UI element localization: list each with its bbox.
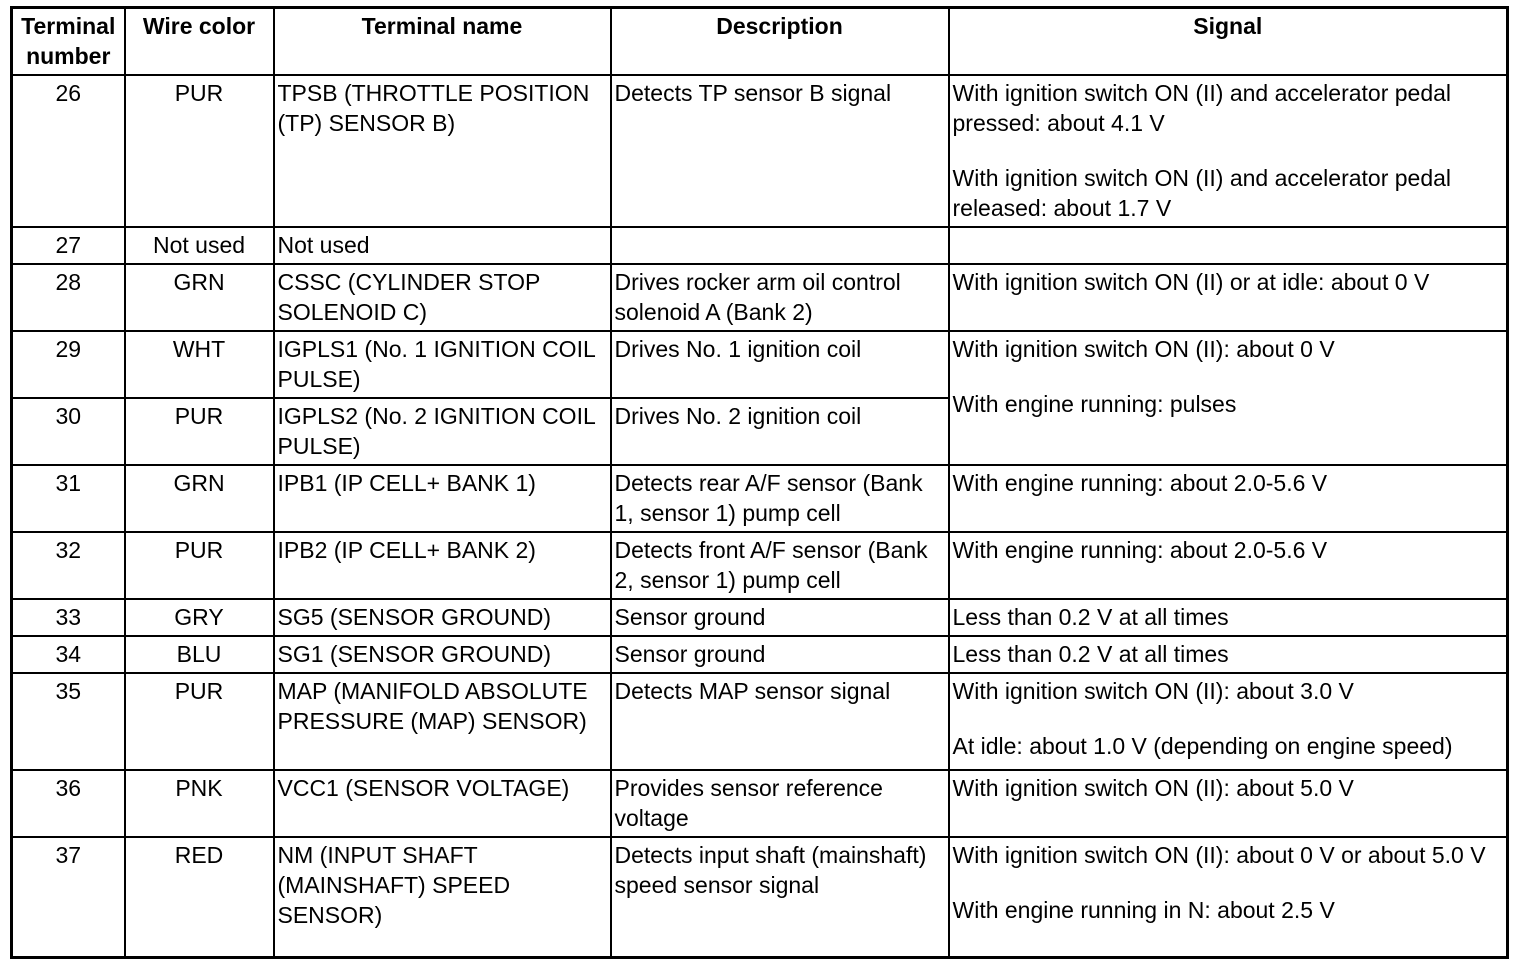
signal-line: With ignition switch ON (II): about 3.0 V <box>952 678 1354 704</box>
header-terminal-name: Terminal name <box>274 8 611 76</box>
wire-color: PUR <box>125 75 274 227</box>
terminal-name: IGPLS1 (No. 1 IGNITION COIL PULSE) <box>274 331 611 398</box>
table-row <box>12 599 1508 636</box>
table-row <box>12 636 1508 673</box>
signal <box>949 532 1508 599</box>
signal-line: With ignition switch ON (II): about 0 V or about 5.0 V <box>952 842 1486 868</box>
signal-line: At idle: about 1.0 V (depending on engine speed) <box>952 733 1453 759</box>
description <box>611 227 949 264</box>
terminal-name: VCC1 (SENSOR VOLTAGE) <box>274 770 611 837</box>
signal-line: Less than 0.2 V at all times <box>952 604 1229 630</box>
wire-color: PNK <box>125 770 274 837</box>
terminal-name: MAP (MANIFOLD ABSOLUTE PRESSURE (MAP) SENSOR) <box>274 673 611 770</box>
header-row <box>12 8 1508 76</box>
header-description: Description <box>611 8 949 76</box>
description: Sensor ground <box>611 599 949 636</box>
header-terminal-number: Terminal number <box>12 8 125 76</box>
table-row <box>12 264 1508 331</box>
signal <box>949 227 1508 264</box>
terminal-number: 29 <box>12 331 125 398</box>
terminal-name: IPB1 (IP CELL+ BANK 1) <box>274 465 611 532</box>
wire-color: GRY <box>125 599 274 636</box>
wire-color: GRN <box>125 264 274 331</box>
terminal-name: TPSB (THROTTLE POSITION (TP) SENSOR B) <box>274 75 611 227</box>
description: Drives No. 2 ignition coil <box>611 398 949 465</box>
description: Detects TP sensor B signal <box>611 75 949 227</box>
wire-color: PUR <box>125 673 274 770</box>
wire-color: WHT <box>125 331 274 398</box>
terminal-number: 28 <box>12 264 125 331</box>
description: Drives No. 1 ignition coil <box>611 331 949 398</box>
table-row <box>12 532 1508 599</box>
signal-line: With engine running: about 2.0-5.6 V <box>952 470 1328 496</box>
signal <box>949 465 1508 532</box>
description: Sensor ground <box>611 636 949 673</box>
signal-line: With ignition switch ON (II) or at idle: about 0 V <box>952 269 1430 295</box>
terminal-number: 36 <box>12 770 125 837</box>
signal-line: Less than 0.2 V at all times <box>952 641 1229 667</box>
signal <box>949 770 1508 837</box>
wire-color: GRN <box>125 465 274 532</box>
description: Detects rear A/F sensor (Bank 1, sensor 1) pump cell <box>611 465 949 532</box>
table-row <box>12 837 1508 957</box>
table-row <box>12 465 1508 532</box>
signal-line: With ignition switch ON (II) and accelerator pedal released: about 1.7 V <box>952 165 1452 221</box>
description: Detects input shaft (mainshaft) speed sensor signal <box>611 837 949 957</box>
wire-color: PUR <box>125 532 274 599</box>
table-row <box>12 75 1508 227</box>
header-wire-color: Wire color <box>125 8 274 76</box>
wire-color: Not used <box>125 227 274 264</box>
signal <box>949 331 1508 465</box>
signal-line: With engine running: pulses <box>952 391 1237 417</box>
signal-line: With engine running: about 2.0-5.6 V <box>952 537 1328 563</box>
signal-line: With engine running in N: about 2.5 V <box>952 897 1335 923</box>
signal-line: With ignition switch ON (II): about 5.0 V <box>952 775 1354 801</box>
terminal-number: 27 <box>12 227 125 264</box>
wire-color: BLU <box>125 636 274 673</box>
terminal-number: 35 <box>12 673 125 770</box>
terminal-number: 26 <box>12 75 125 227</box>
terminal-number: 33 <box>12 599 125 636</box>
signal <box>949 636 1508 673</box>
terminal-table <box>10 6 1509 959</box>
wire-color: PUR <box>125 398 274 465</box>
terminal-number: 34 <box>12 636 125 673</box>
terminal-name: IPB2 (IP CELL+ BANK 2) <box>274 532 611 599</box>
terminal-name: IGPLS2 (No. 2 IGNITION COIL PULSE) <box>274 398 611 465</box>
description: Drives rocker arm oil control solenoid A (Bank 2) <box>611 264 949 331</box>
terminal-name: SG5 (SENSOR GROUND) <box>274 599 611 636</box>
terminal-number: 37 <box>12 837 125 957</box>
signal <box>949 673 1508 770</box>
description: Provides sensor reference voltage <box>611 770 949 837</box>
signal <box>949 599 1508 636</box>
description: Detects MAP sensor signal <box>611 673 949 770</box>
terminal-number: 30 <box>12 398 125 465</box>
signal <box>949 837 1508 957</box>
header-signal: Signal <box>949 8 1508 76</box>
terminal-name: SG1 (SENSOR GROUND) <box>274 636 611 673</box>
table-row <box>12 331 1508 398</box>
signal <box>949 75 1508 227</box>
terminal-number: 31 <box>12 465 125 532</box>
signal <box>949 264 1508 331</box>
table-row <box>12 673 1508 770</box>
wire-color: RED <box>125 837 274 957</box>
table-row <box>12 770 1508 837</box>
terminal-name: NM (INPUT SHAFT (MAINSHAFT) SPEED SENSOR) <box>274 837 611 957</box>
terminal-number: 32 <box>12 532 125 599</box>
description: Detects front A/F sensor (Bank 2, sensor 1) pump cell <box>611 532 949 599</box>
terminal-name: Not used <box>274 227 611 264</box>
terminal-name: CSSC (CYLINDER STOP SOLENOID C) <box>274 264 611 331</box>
signal-line: With ignition switch ON (II): about 0 V <box>952 336 1335 362</box>
signal-line: With ignition switch ON (II) and accelerator pedal pressed: about 4.1 V <box>952 80 1452 136</box>
table-row <box>12 227 1508 264</box>
